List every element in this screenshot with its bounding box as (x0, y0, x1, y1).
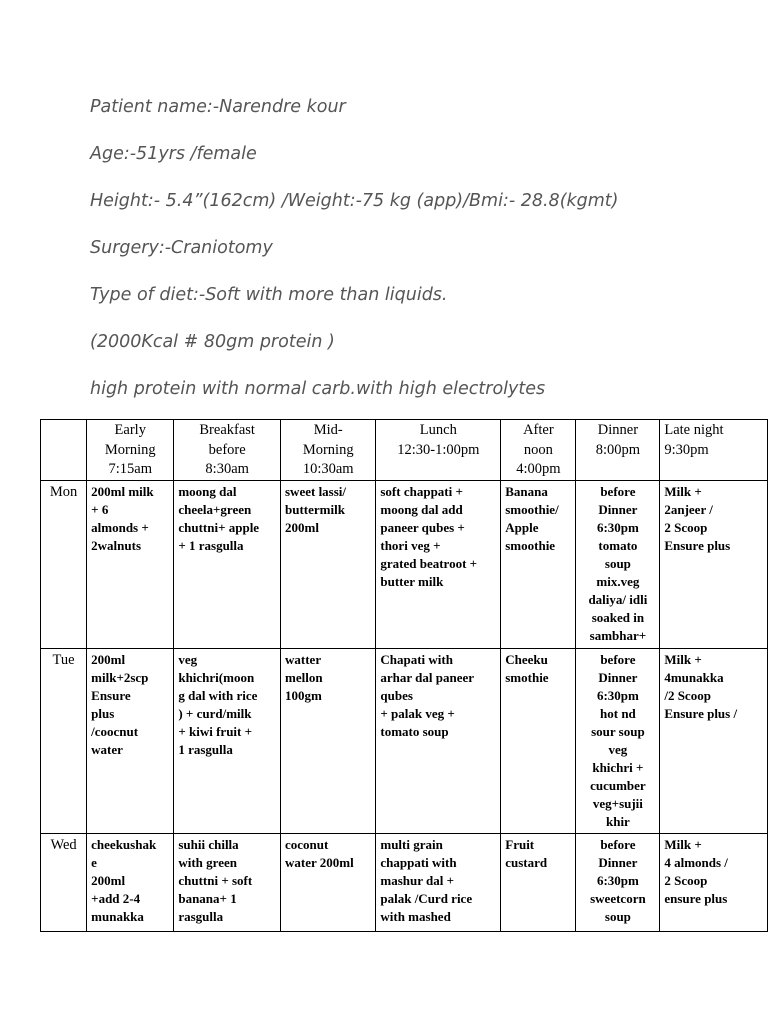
header-lunch: Lunch 12:30-1:00pm (376, 420, 501, 481)
calorie-target: (2000Kcal # 80gm protein ) (90, 332, 335, 352)
cell-late-night: Milk + 4 almonds / 2 Scoop ensure plus (660, 833, 768, 931)
cell-breakfast: veg khichri(moon g dal with rice ) + curd/milk + kiwi fruit + 1 rasgulla (174, 648, 281, 833)
cell-dinner: before Dinner 6:30pm hot nd sour soup veg khichri + cucumber veg+sujii khir (576, 648, 660, 833)
cell-afternoon: Fruit custard (501, 833, 576, 931)
cell-early-morning: cheekushak e 200ml +add 2-4 munakka (87, 833, 174, 931)
diet-type: Type of diet:-Soft with more than liquids. (90, 285, 448, 305)
cell-afternoon: Cheeku smothie (501, 648, 576, 833)
cell-late-night: Milk + 4munakka /2 Scoop Ensure plus / (660, 648, 768, 833)
table-header-row (41, 420, 768, 481)
cell-afternoon: Banana smoothie/ Apple smoothie (501, 480, 576, 648)
cell-early-morning: 200ml milk+2scp Ensure plus /coocnut water (87, 648, 174, 833)
cell-lunch: soft chappati + moong dal add paneer qubes + thori veg + grated beatroot + butter milk (376, 480, 501, 648)
cell-mid-morning: coconut water 200ml (281, 833, 376, 931)
patient-height-weight-bmi: Height:- 5.4”(162cm) /Weight:-75 kg (app)/Bmi:- 28.8(kgmt) (90, 191, 619, 211)
patient-name: Patient name:-Narendre kour (90, 97, 346, 117)
cell-dinner: before Dinner 6:30pm sweetcorn soup (576, 833, 660, 931)
cell-lunch: multi grain chappati with mashur dal + palak /Curd rice with mashed (376, 833, 501, 931)
diet-note: high protein with normal carb.with high electrolytes (90, 379, 546, 399)
cell-mid-morning: sweet lassi/ buttermilk 200ml (281, 480, 376, 648)
table-row-mon (41, 480, 768, 648)
diet-chart-table (40, 419, 768, 932)
header-mid-morning: Mid- Morning 10:30am (281, 420, 376, 481)
header-late-night: Late night 9:30pm (660, 420, 768, 481)
table-row-tue (41, 648, 768, 833)
header-dinner: Dinner 8:00pm (576, 420, 660, 481)
header-afternoon: After noon 4:00pm (501, 420, 576, 481)
patient-surgery: Surgery:-Craniotomy (90, 238, 273, 258)
table-row-wed (41, 833, 768, 931)
day-label: Wed (41, 833, 87, 931)
patient-info (90, 92, 760, 421)
header-breakfast: Breakfast before 8:30am (174, 420, 281, 481)
cell-breakfast: suhii chilla with green chuttni + soft banana+ 1 rasgulla (174, 833, 281, 931)
day-label: Mon (41, 480, 87, 648)
header-day (41, 420, 87, 481)
cell-late-night: Milk + 2anjeer / 2 Scoop Ensure plus (660, 480, 768, 648)
patient-age: Age:-51yrs /female (90, 144, 257, 164)
cell-mid-morning: watter mellon 100gm (281, 648, 376, 833)
cell-lunch: Chapati with arhar dal paneer qubes + palak veg + tomato soup (376, 648, 501, 833)
cell-early-morning: 200ml milk + 6 almonds + 2walnuts (87, 480, 174, 648)
cell-breakfast: moong dal cheela+green chuttni+ apple + 1 rasgulla (174, 480, 281, 648)
header-early-morning: Early Morning 7:15am (87, 420, 174, 481)
cell-dinner: before Dinner 6:30pm tomato soup mix.veg daliya/ idli soaked in sambhar+ (576, 480, 660, 648)
day-label: Tue (41, 648, 87, 833)
